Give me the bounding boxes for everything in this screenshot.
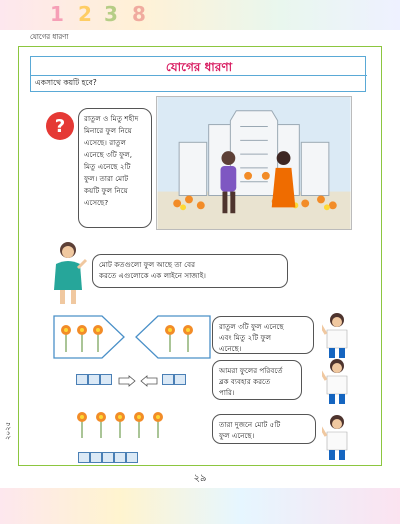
bubble-line: এনেছে। xyxy=(219,344,242,353)
five-block-row xyxy=(78,452,142,464)
boy-figure xyxy=(322,358,352,404)
bottom-decoration xyxy=(0,488,400,524)
teacher-figure xyxy=(48,240,88,304)
title-divider xyxy=(31,75,367,76)
block xyxy=(90,452,102,463)
speech-bubble xyxy=(212,316,314,354)
block xyxy=(114,452,126,463)
story-line: মিতু এনেছে ২টি xyxy=(84,162,131,171)
page-title: যোগের ধারণা xyxy=(165,60,233,74)
question-mark-icon: ? xyxy=(46,112,74,140)
bubble-line: করতে এগুলোকে এক লাইনে সাজাই। xyxy=(99,271,206,280)
story-line: এনেছে ৩টি ফুল, xyxy=(84,150,132,159)
title-box xyxy=(30,56,366,92)
block xyxy=(88,374,100,385)
arrow-pair-icon xyxy=(118,375,158,387)
bubble-line: রাতুল ৩টি ফুল এনেছে xyxy=(219,322,284,331)
bubble-line: আমরা ফুলের পরিবর্তে xyxy=(219,366,283,375)
banner-digit: 8 xyxy=(132,2,146,26)
block xyxy=(102,452,114,463)
shaheed-minar-illustration xyxy=(156,96,352,230)
bubble-line: মোট কতগুলো ফুল আছে তা বের xyxy=(99,260,196,269)
side-year: ২০২৫ xyxy=(4,421,12,440)
story-line: রাতুল ও মিতু শহীদ xyxy=(84,114,139,123)
story-line: এসেছে। রাতুল xyxy=(84,138,126,147)
story-line: ফুল। তারা মোট xyxy=(84,174,129,183)
banner-digit: 1 xyxy=(50,2,64,26)
page-number: ২৯ xyxy=(193,473,207,484)
banner-digit: 3 xyxy=(104,2,118,26)
banner-digit: 2 xyxy=(78,2,92,26)
boy-figure xyxy=(322,312,352,358)
question-text: একসাথে কয়টি হবে? xyxy=(35,78,97,87)
story-line: মিনারে ফুল নিয়ে xyxy=(84,126,132,135)
bubble-line: ফুল এনেছে। xyxy=(219,431,255,440)
top-banner xyxy=(0,0,400,30)
block xyxy=(78,452,90,463)
block xyxy=(100,374,112,385)
teacher-speech-bubble xyxy=(92,254,288,288)
story-bubble xyxy=(78,108,152,228)
block-row xyxy=(76,374,206,388)
story-line: কয়টি ফুল নিয়ে xyxy=(84,186,128,195)
story-line: এসেছে? xyxy=(84,198,109,207)
bubble-line: ব্লক ব্যবহার করতে xyxy=(219,377,271,386)
speech-bubble xyxy=(212,414,316,444)
block xyxy=(126,452,138,463)
speech-bubble xyxy=(212,360,302,400)
boy-figure xyxy=(322,414,352,460)
bubble-line: এবং মিতু ২টি ফুল xyxy=(219,333,272,342)
block xyxy=(174,374,186,385)
bubble-line: তারা দুজনে মোট ৫টি xyxy=(219,420,281,429)
five-flowers xyxy=(72,408,168,440)
flower-arrows xyxy=(52,312,212,362)
running-header: যোগের ধারণা xyxy=(30,33,69,41)
bubble-line: পারি। xyxy=(219,388,235,397)
block xyxy=(76,374,88,385)
block xyxy=(162,374,174,385)
